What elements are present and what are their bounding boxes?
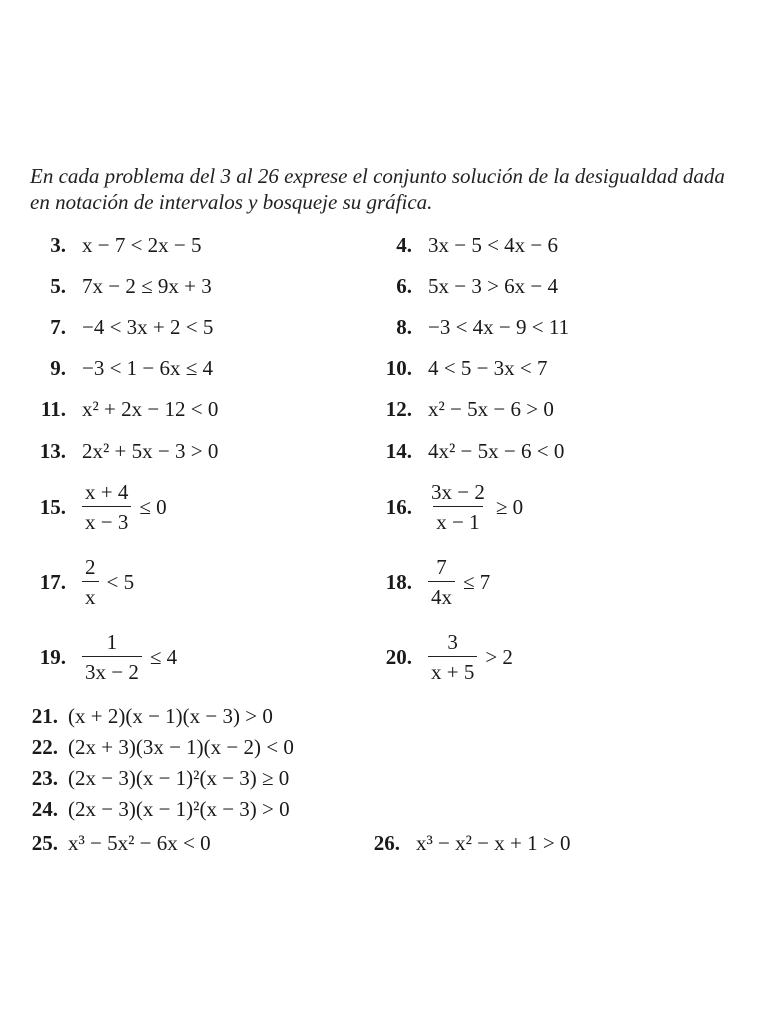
problem-expression: x − 7 < 2x − 5 xyxy=(82,233,202,257)
problem-number: 5. xyxy=(50,274,66,298)
fraction-relation: ≥ 0 xyxy=(495,495,524,519)
problem-number: 15. xyxy=(39,495,66,519)
problem-9 xyxy=(20,356,213,380)
problem-number: 9. xyxy=(50,356,66,380)
problem-number: 10. xyxy=(385,356,412,380)
problem-expression: (2x + 3)(3x − 1)(x − 2) < 0 xyxy=(68,735,294,759)
fraction-relation: > 2 xyxy=(485,645,513,669)
problem-19 xyxy=(20,630,177,684)
fraction-denominator: x − 3 xyxy=(82,506,131,534)
fraction-relation: < 5 xyxy=(106,570,135,594)
problem-14 xyxy=(382,439,564,463)
problem-number: 18. xyxy=(385,570,412,594)
problem-number: 16. xyxy=(385,495,412,519)
problem-13 xyxy=(20,439,218,463)
problem-number: 7. xyxy=(50,315,66,339)
problem-24 xyxy=(10,797,290,821)
problem-11 xyxy=(20,397,218,421)
problem-22 xyxy=(10,735,294,759)
problem-expression: (x + 2)(x − 1)(x − 3) > 0 xyxy=(68,704,273,728)
fraction-relation: ≤ 4 xyxy=(149,645,178,669)
problem-21 xyxy=(10,704,273,728)
problem-number: 3. xyxy=(50,233,66,257)
problem-number: 4. xyxy=(396,233,412,257)
problem-4 xyxy=(382,233,558,257)
fraction-relation: ≤ 0 xyxy=(139,495,167,519)
fraction-numerator: 1 xyxy=(106,630,118,654)
fraction-denominator: x xyxy=(82,581,99,609)
problem-expression: x² − 5x − 6 > 0 xyxy=(428,397,554,421)
fraction-denominator: x − 1 xyxy=(433,506,482,534)
problem-18 xyxy=(382,555,490,609)
fraction-numerator: 3x − 2 xyxy=(431,480,485,504)
problem-number: 21. xyxy=(31,704,58,728)
problem-number: 14. xyxy=(385,439,412,463)
problem-number: 24. xyxy=(31,797,58,821)
problem-expression: 7x − 2 ≤ 9x + 3 xyxy=(82,274,212,298)
problem-16 xyxy=(382,480,523,534)
problem-expression: −3 < 4x − 9 < 11 xyxy=(428,315,570,339)
problem-number: 20. xyxy=(385,645,412,669)
problem-expression: (2x − 3)(x − 1)²(x − 3) > 0 xyxy=(68,797,290,821)
problem-15 xyxy=(20,480,167,534)
problem-number: 22. xyxy=(31,735,58,759)
problem-number: 6. xyxy=(396,274,412,298)
fraction xyxy=(82,630,142,684)
fraction xyxy=(82,480,131,534)
problem-3 xyxy=(20,233,202,257)
problem-12 xyxy=(382,397,554,421)
problem-expression: 4x² − 5x − 6 < 0 xyxy=(428,439,565,463)
fraction xyxy=(82,555,99,609)
problem-6 xyxy=(382,274,558,298)
fraction-numerator: 7 xyxy=(436,555,447,579)
problem-number: 23. xyxy=(31,766,58,790)
problem-expression: x² + 2x − 12 < 0 xyxy=(82,397,219,421)
problem-20 xyxy=(382,630,513,684)
problem-number: 25. xyxy=(31,831,58,855)
problem-5 xyxy=(20,274,212,298)
problem-number: 11. xyxy=(40,397,66,421)
problem-7 xyxy=(20,315,213,339)
problem-expression: x³ − 5x² − 6x < 0 xyxy=(68,831,211,855)
problem-number: 26. xyxy=(373,831,400,855)
fraction-denominator: x + 5 xyxy=(428,656,477,684)
fraction-numerator: x + 4 xyxy=(85,480,129,504)
problem-expression: x³ − x² − x + 1 > 0 xyxy=(416,831,571,855)
problem-number: 13. xyxy=(39,439,66,463)
problem-number: 8. xyxy=(396,315,412,339)
problem-expression: (2x − 3)(x − 1)²(x − 3) ≥ 0 xyxy=(68,766,290,790)
problem-26 xyxy=(370,831,570,855)
problem-8 xyxy=(382,315,569,339)
problem-expression: −4 < 3x + 2 < 5 xyxy=(82,315,214,339)
problem-10 xyxy=(382,356,548,380)
problem-expression: 4 < 5 − 3x < 7 xyxy=(428,356,548,380)
problem-number: 12. xyxy=(385,397,412,421)
problem-expression: 5x − 3 > 6x − 4 xyxy=(428,274,559,298)
fraction xyxy=(428,630,477,684)
fraction-numerator: 2 xyxy=(85,555,96,579)
fraction xyxy=(428,555,455,609)
fraction-relation: ≤ 7 xyxy=(463,570,491,594)
problem-expression: 3x − 5 < 4x − 6 xyxy=(428,233,559,257)
problem-25 xyxy=(10,831,211,855)
problem-expression: −3 < 1 − 6x ≤ 4 xyxy=(82,356,214,380)
instructions-text: En cada problema del 3 al 26 exprese el conjunto solución de la desigualdad dada en notación de intervalos y bosqueje su gráfica. xyxy=(30,164,725,214)
fraction-numerator: 3 xyxy=(447,630,458,654)
fraction-denominator: 4x xyxy=(428,581,455,609)
problem-17 xyxy=(20,555,134,609)
problem-expression: 2x² + 5x − 3 > 0 xyxy=(82,439,219,463)
fraction xyxy=(428,480,488,534)
problem-23 xyxy=(10,766,289,790)
fraction-denominator: 3x − 2 xyxy=(82,656,142,684)
problem-number: 19. xyxy=(39,645,66,669)
problem-number: 17. xyxy=(39,570,66,594)
